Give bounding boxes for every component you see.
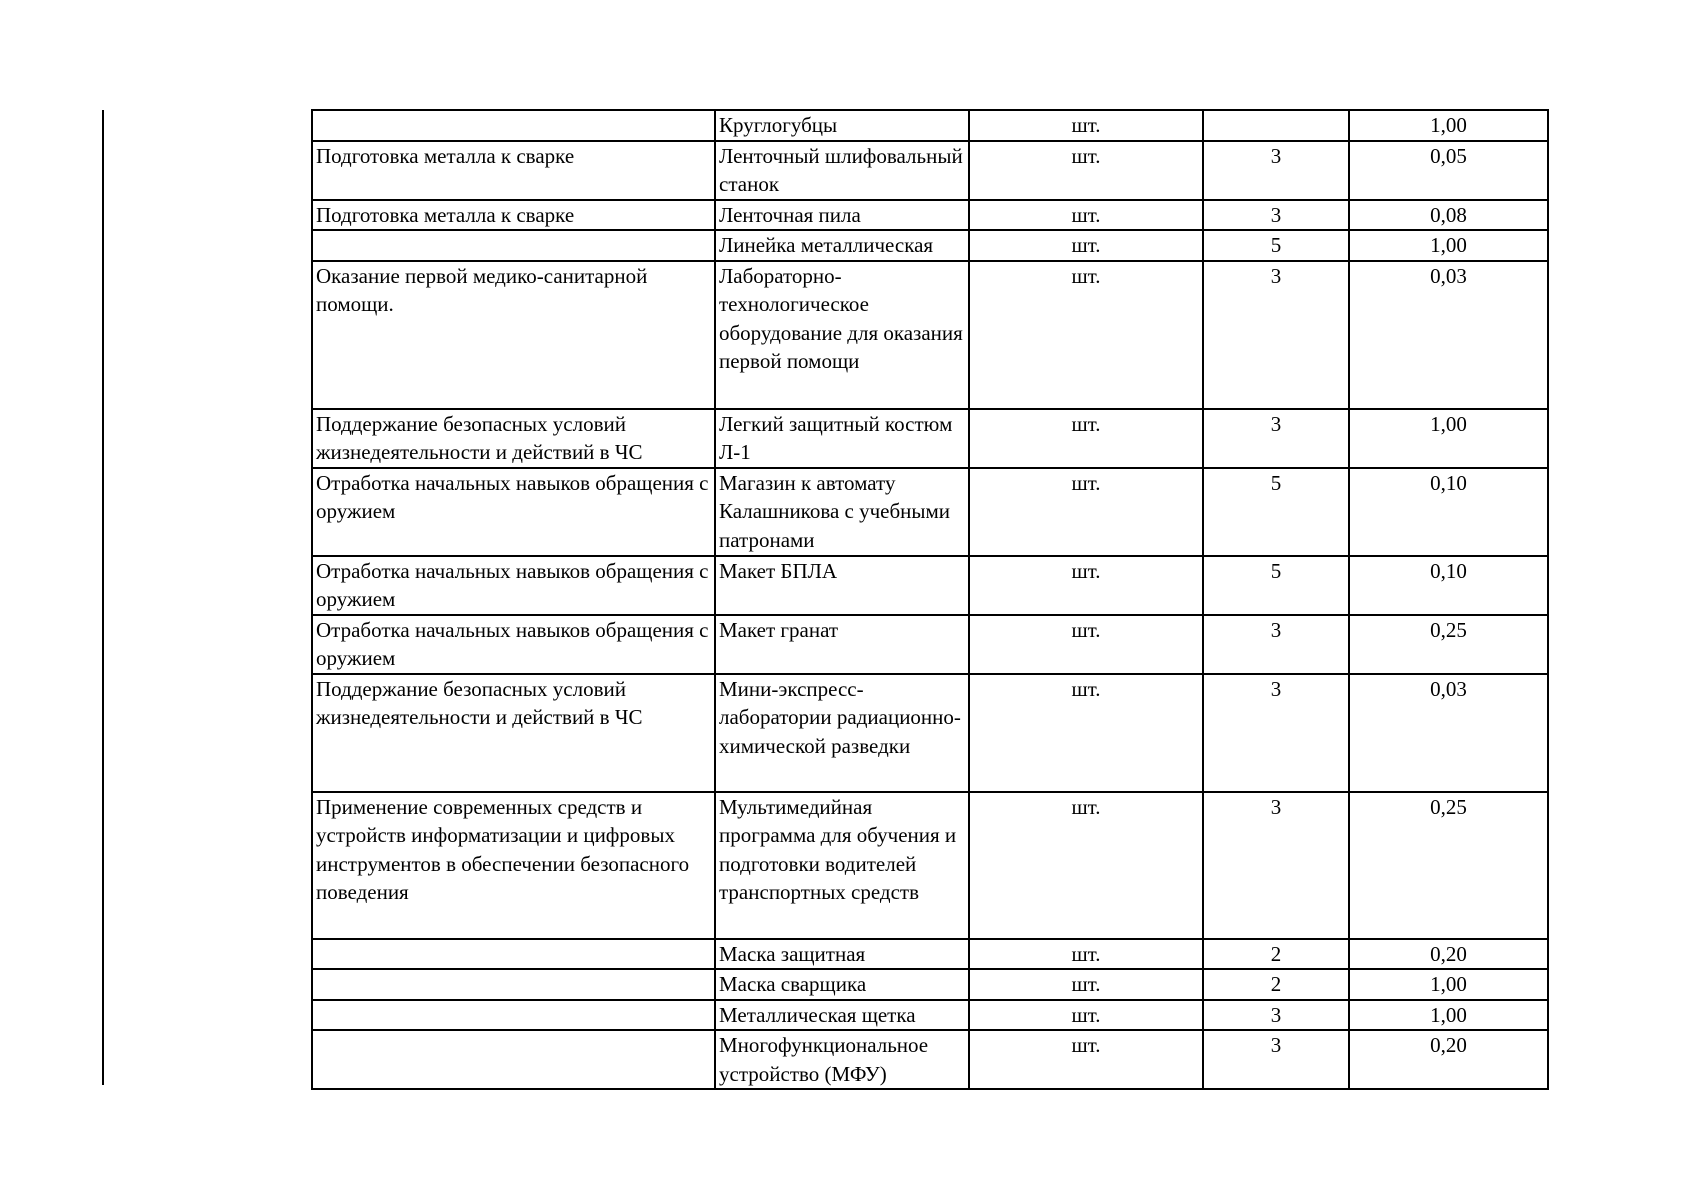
table-row <box>312 1000 1548 1031</box>
unit-cell: шт. <box>969 792 1203 939</box>
quantity-cell: 3 <box>1203 792 1349 939</box>
table-row <box>312 468 1548 556</box>
coefficient-cell: 0,03 <box>1349 674 1548 792</box>
item-cell: Макет гранат <box>715 615 969 674</box>
table-row <box>312 615 1548 674</box>
activity-cell: Отработка начальных навыков обращения с оружием <box>312 468 715 556</box>
quantity-cell: 3 <box>1203 261 1349 409</box>
coefficient-cell: 0,25 <box>1349 615 1548 674</box>
item-cell: Многофункциональное устройство (МФУ) <box>715 1030 969 1089</box>
quantity-cell: 3 <box>1203 1000 1349 1031</box>
coefficient-cell: 0,10 <box>1349 468 1548 556</box>
activity-cell: Подготовка металла к сварке <box>312 200 715 231</box>
quantity-cell: 3 <box>1203 409 1349 468</box>
item-cell: Маска защитная <box>715 939 969 970</box>
unit-cell: шт. <box>969 1000 1203 1031</box>
table-row <box>312 261 1548 409</box>
quantity-cell: 3 <box>1203 141 1349 200</box>
unit-cell: шт. <box>969 939 1203 970</box>
coefficient-cell: 1,00 <box>1349 110 1548 141</box>
item-cell: Легкий защитный костюм Л-1 <box>715 409 969 468</box>
quantity-cell: 3 <box>1203 1030 1349 1089</box>
coefficient-cell: 0,10 <box>1349 556 1548 615</box>
item-cell: Лабораторно-технологическое оборудование для оказания первой помощи <box>715 261 969 409</box>
page-margin-line <box>102 110 104 1085</box>
unit-cell: шт. <box>969 141 1203 200</box>
item-cell: Макет БПЛА <box>715 556 969 615</box>
activity-cell: Отработка начальных навыков обращения с оружием <box>312 615 715 674</box>
item-cell: Магазин к автомату Калашникова с учебными патронами <box>715 468 969 556</box>
table-row <box>312 409 1548 468</box>
item-cell: Ленточный шлифовальный станок <box>715 141 969 200</box>
item-cell: Круглогубцы <box>715 110 969 141</box>
coefficient-cell: 1,00 <box>1349 409 1548 468</box>
coefficient-cell: 1,00 <box>1349 969 1548 1000</box>
activity-cell: Поддержание безопасных условий жизнедеятельности и действий в ЧС <box>312 674 715 792</box>
item-cell: Мультимедийная программа для обучения и подготовки водителей транспортных средств <box>715 792 969 939</box>
table-row <box>312 939 1548 970</box>
quantity-cell: 3 <box>1203 200 1349 231</box>
activity-cell: Применение современных средств и устройств информатизации и цифровых инструментов в обеспечении безопасного поведения <box>312 792 715 939</box>
unit-cell: шт. <box>969 615 1203 674</box>
coefficient-cell: 1,00 <box>1349 1000 1548 1031</box>
quantity-cell: 3 <box>1203 674 1349 792</box>
activity-cell <box>312 939 715 970</box>
unit-cell: шт. <box>969 1030 1203 1089</box>
quantity-cell: 5 <box>1203 468 1349 556</box>
activity-cell: Оказание первой медико-санитарной помощи. <box>312 261 715 409</box>
table-row <box>312 110 1548 141</box>
activity-cell: Подготовка металла к сварке <box>312 141 715 200</box>
activity-cell <box>312 110 715 141</box>
quantity-cell: 5 <box>1203 556 1349 615</box>
activity-cell <box>312 230 715 261</box>
table-row <box>312 556 1548 615</box>
activity-cell <box>312 969 715 1000</box>
table-row <box>312 230 1548 261</box>
coefficient-cell: 1,00 <box>1349 230 1548 261</box>
unit-cell: шт. <box>969 468 1203 556</box>
quantity-cell: 2 <box>1203 939 1349 970</box>
unit-cell: шт. <box>969 110 1203 141</box>
coefficient-cell: 0,08 <box>1349 200 1548 231</box>
equipment-table <box>311 109 1549 1090</box>
table-row <box>312 141 1548 200</box>
item-cell: Металлическая щетка <box>715 1000 969 1031</box>
unit-cell: шт. <box>969 261 1203 409</box>
item-cell: Ленточная пила <box>715 200 969 231</box>
unit-cell: шт. <box>969 200 1203 231</box>
unit-cell: шт. <box>969 969 1203 1000</box>
unit-cell: шт. <box>969 230 1203 261</box>
table-row <box>312 969 1548 1000</box>
activity-cell: Отработка начальных навыков обращения с оружием <box>312 556 715 615</box>
table-row <box>312 1030 1548 1089</box>
unit-cell: шт. <box>969 674 1203 792</box>
item-cell: Мини-экспресс-лаборатории радиационно-химической разведки <box>715 674 969 792</box>
coefficient-cell: 0,05 <box>1349 141 1548 200</box>
unit-cell: шт. <box>969 556 1203 615</box>
table-row <box>312 674 1548 792</box>
quantity-cell: 5 <box>1203 230 1349 261</box>
unit-cell: шт. <box>969 409 1203 468</box>
coefficient-cell: 0,20 <box>1349 1030 1548 1089</box>
quantity-cell <box>1203 110 1349 141</box>
table-row <box>312 792 1548 939</box>
quantity-cell: 3 <box>1203 615 1349 674</box>
table-row <box>312 200 1548 231</box>
quantity-cell: 2 <box>1203 969 1349 1000</box>
activity-cell <box>312 1030 715 1089</box>
activity-cell <box>312 1000 715 1031</box>
activity-cell: Поддержание безопасных условий жизнедеятельности и действий в ЧС <box>312 409 715 468</box>
item-cell: Маска сварщика <box>715 969 969 1000</box>
item-cell: Линейка металлическая <box>715 230 969 261</box>
coefficient-cell: 0,20 <box>1349 939 1548 970</box>
coefficient-cell: 0,25 <box>1349 792 1548 939</box>
coefficient-cell: 0,03 <box>1349 261 1548 409</box>
